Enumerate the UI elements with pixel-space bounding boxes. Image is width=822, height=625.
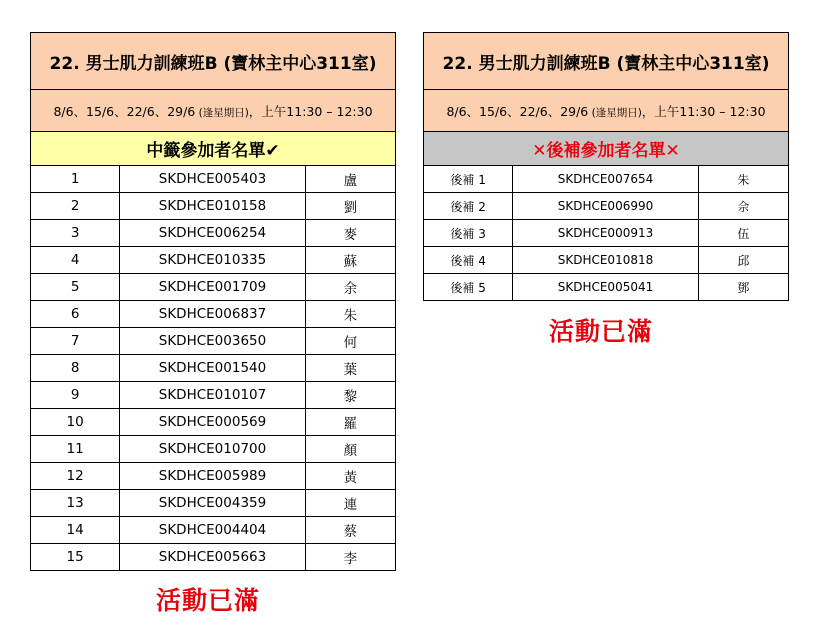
member-surname: 羅: [305, 409, 395, 436]
winners-table: [30, 32, 396, 571]
member-code: SKDHCE000569: [120, 409, 306, 436]
member-surname: 蘇: [305, 247, 395, 274]
member-code: SKDHCE010700: [120, 436, 306, 463]
row-index: 7: [31, 328, 120, 355]
class-schedule: [31, 90, 396, 132]
member-surname: 鄧: [698, 274, 788, 301]
row-index: 5: [31, 274, 120, 301]
table-row: [31, 355, 396, 382]
member-code: SKDHCE010158: [120, 193, 306, 220]
table-row: [424, 220, 789, 247]
table-row: [424, 193, 789, 220]
row-index: 後補 2: [424, 193, 513, 220]
member-surname: 朱: [698, 166, 788, 193]
class-title: 22. 男士肌力訓練班B (寶林主中心311室): [424, 33, 789, 90]
member-code: SKDHCE006254: [120, 220, 306, 247]
table-row: [424, 247, 789, 274]
member-surname: 何: [305, 328, 395, 355]
row-index: 3: [31, 220, 120, 247]
table-row: [31, 328, 396, 355]
member-code: SKDHCE005989: [120, 463, 306, 490]
row-index: 後補 3: [424, 220, 513, 247]
row-index: 2: [31, 193, 120, 220]
member-surname: 伍: [698, 220, 788, 247]
member-code: SKDHCE010335: [120, 247, 306, 274]
row-index: 8: [31, 355, 120, 382]
member-code: SKDHCE010107: [120, 382, 306, 409]
table-row: [31, 409, 396, 436]
waitlist-header: ✕後補參加者名單✕: [424, 132, 789, 166]
member-surname: 朱: [305, 301, 395, 328]
member-surname: 黃: [305, 463, 395, 490]
table-row: [424, 166, 789, 193]
class-schedule: [424, 90, 789, 132]
table-row: [31, 382, 396, 409]
row-index: 12: [31, 463, 120, 490]
full-notice: 活動已滿: [156, 586, 261, 615]
winners-header: 中籤參加者名單✔: [31, 132, 396, 166]
row-index: 14: [31, 517, 120, 544]
row-index: 10: [31, 409, 120, 436]
row-index: 15: [31, 544, 120, 571]
winners-panel: [30, 32, 396, 571]
table-row: [31, 301, 396, 328]
table-row: [31, 274, 396, 301]
member-code: SKDHCE000913: [513, 220, 699, 247]
row-index: 1: [31, 166, 120, 193]
waitlist-table: [423, 32, 789, 301]
full-notice: 活動已滿: [549, 317, 654, 346]
schedule-weekday: (逢星期日): [588, 106, 642, 119]
row-index: 4: [31, 247, 120, 274]
member-surname: 佘: [698, 193, 788, 220]
table-row: [31, 544, 396, 571]
table-row: [31, 220, 396, 247]
row-index: 後補 5: [424, 274, 513, 301]
member-code: SKDHCE010818: [513, 247, 699, 274]
schedule-time: ，上午11:30 – 12:30: [248, 103, 373, 119]
row-index: 11: [31, 436, 120, 463]
member-code: SKDHCE001709: [120, 274, 306, 301]
member-surname: 連: [305, 490, 395, 517]
member-surname: 顏: [305, 436, 395, 463]
table-row: [31, 247, 396, 274]
schedule-time: ，上午11:30 – 12:30: [641, 103, 766, 119]
table-row: [31, 193, 396, 220]
winners-rows: [31, 166, 396, 571]
row-index: 後補 1: [424, 166, 513, 193]
row-index: 6: [31, 301, 120, 328]
class-title: 22. 男士肌力訓練班B (寶林主中心311室): [31, 33, 396, 90]
schedule-weekday: (逢星期日): [195, 106, 249, 119]
member-surname: 余: [305, 274, 395, 301]
member-code: SKDHCE004359: [120, 490, 306, 517]
waitlist-rows: [424, 166, 789, 301]
member-code: SKDHCE003650: [120, 328, 306, 355]
table-row: [424, 274, 789, 301]
member-code: SKDHCE005403: [120, 166, 306, 193]
member-code: SKDHCE001540: [120, 355, 306, 382]
member-surname: 盧: [305, 166, 395, 193]
table-row: [31, 517, 396, 544]
member-code: SKDHCE005041: [513, 274, 699, 301]
member-code: SKDHCE007654: [513, 166, 699, 193]
member-surname: 邱: [698, 247, 788, 274]
member-code: SKDHCE005663: [120, 544, 306, 571]
table-row: [31, 490, 396, 517]
member-surname: 劉: [305, 193, 395, 220]
member-surname: 蔡: [305, 517, 395, 544]
member-code: SKDHCE004404: [120, 517, 306, 544]
row-index: 9: [31, 382, 120, 409]
member-code: SKDHCE006990: [513, 193, 699, 220]
row-index: 13: [31, 490, 120, 517]
table-row: [31, 463, 396, 490]
member-surname: 黎: [305, 382, 395, 409]
member-surname: 李: [305, 544, 395, 571]
row-index: 後補 4: [424, 247, 513, 274]
member-surname: 麥: [305, 220, 395, 247]
table-row: [31, 436, 396, 463]
member-code: SKDHCE006837: [120, 301, 306, 328]
schedule-dates: 8/6、15/6、22/6、29/6: [446, 103, 589, 119]
member-surname: 葉: [305, 355, 395, 382]
table-row: [31, 166, 396, 193]
waitlist-panel: [423, 32, 789, 301]
schedule-dates: 8/6、15/6、22/6、29/6: [53, 103, 196, 119]
